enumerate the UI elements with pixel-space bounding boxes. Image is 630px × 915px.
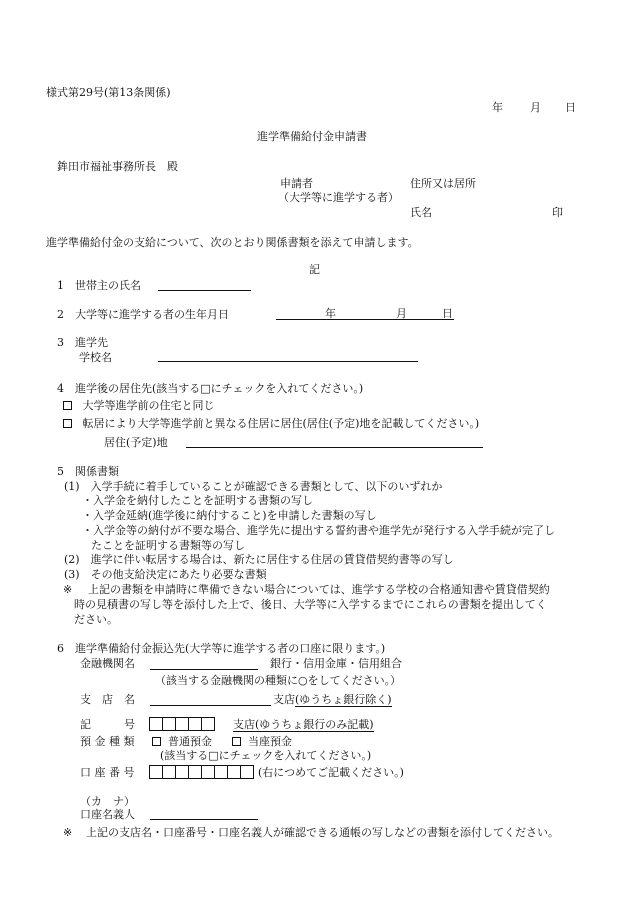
same-residence-option[interactable]: 大学等進学前の住宅と同じ [63, 399, 215, 412]
docs-note-3: ださい。 [74, 613, 118, 626]
kigou-note: 支店(ゆうちょ銀行のみ記載) [233, 718, 374, 731]
number-note: (右につめてご記載ください。) [258, 766, 404, 779]
item6-label: 6 進学準備給付金振込先(大学等に進学する者の口座に限ります。) [57, 642, 386, 655]
docs-note-2: 時の見積書の写し等を添付した上で、後日、大学等に入学するまでにこれらの書類を提出してく [74, 598, 547, 611]
checkbox[interactable] [63, 419, 72, 428]
applicant-label: 申請者 [280, 177, 313, 190]
date-year: 年 [492, 101, 503, 114]
final-note-mark: ※ [63, 826, 73, 839]
holder-label: 口座名義人 [80, 808, 135, 821]
date-month: 月 [530, 101, 541, 114]
type-note: (該当する□にチェックを入れてください。) [160, 749, 372, 762]
applicant-sublabel: （大学等に進学する者） [278, 191, 399, 204]
type-label: 預 金 種 類 [80, 735, 135, 748]
kigou-label: 記 号 [80, 718, 135, 731]
docs-1-bullet-2: ・入学金延納(進学後に納付すること)を申請した書類の写し [82, 509, 377, 522]
addressee: 鉾田市福祉事務所長 殿 [57, 160, 178, 173]
touza-option[interactable]: 当座預金 [232, 735, 292, 748]
docs-note-1: 上記の書類を申請時に準備できない場合については、進学する学校の合格通知書や賃貸借契約 [88, 583, 550, 596]
school-name-line[interactable] [158, 361, 418, 362]
bank-note: （該当する金融機関の種類に○をしてください。） [155, 674, 402, 687]
kana-label: （カ ナ） [80, 795, 135, 808]
ki-heading: 記 [309, 263, 320, 276]
branch-label: 支 店 名 [80, 693, 135, 706]
birth-year: 年 [325, 307, 336, 320]
item2-label: 2 大学等に進学する者の生年月日 [57, 308, 229, 321]
birth-day: 日 [442, 307, 453, 320]
item4-label: 4 進学後の居住先(該当する□にチェックを入れてください。) [57, 382, 364, 395]
form-number: 様式第29号(第13条関係) [46, 86, 171, 99]
householder-name-line[interactable] [158, 290, 251, 291]
docs-note-mark: ※ [63, 583, 73, 596]
checkbox[interactable] [152, 737, 161, 746]
docs-1-bullet-3: ・入学金等の納付が不要な場合、進学先に提出する誓約書や進学先が発行する入学手続が完了し [82, 524, 555, 537]
seal-mark: 印 [552, 206, 563, 219]
date-day: 日 [565, 101, 576, 114]
name-label: 氏名 [410, 206, 432, 219]
branch-suffix: 支店(ゆうちょ銀行除く) [273, 693, 392, 706]
item5-label: 5 関係書類 [57, 465, 119, 478]
bank-types: 銀行・信用金庫・信用組合 [270, 657, 402, 670]
holder-line[interactable] [150, 819, 258, 820]
new-residence-option[interactable]: 転居により大学等進学前と異なる住居に居住(居住(予定)地を記載してください。) [63, 417, 479, 430]
page-title: 進学準備給付金申請書 [257, 130, 367, 143]
residence-line[interactable] [186, 447, 483, 448]
residence-label: 居住(予定)地 [104, 436, 168, 449]
branch-line[interactable] [150, 705, 271, 706]
intro-text: 進学準備給付金の支給について、次のとおり関係書類を添えて申請します。 [46, 236, 419, 249]
number-boxes[interactable] [150, 765, 254, 780]
item1-label: 1 世帯主の氏名 [57, 279, 141, 292]
number-label: 口 座 番 号 [80, 766, 135, 779]
school-label: 学校名 [79, 351, 112, 364]
bank-name-line[interactable] [150, 669, 258, 670]
docs-1-bullet-3-cont: たことを証明する書類等の写し [91, 539, 245, 552]
kigou-boxes[interactable] [150, 717, 215, 732]
item3-label: 3 進学先 [57, 336, 108, 349]
futsu-option[interactable]: 普通預金 [152, 735, 212, 748]
docs-1-bullet-1: ・入学金を納付したことを証明する書類の写し [82, 494, 313, 507]
birthdate-line[interactable] [276, 319, 454, 320]
bank-label: 金融機関名 [80, 657, 135, 670]
docs-1: (1) 入学手続に着手していることが確認できる書類として、以下のいずれか [64, 480, 443, 493]
docs-3: (3) その他支給決定にあたり必要な書類 [64, 568, 267, 581]
checkbox[interactable] [63, 401, 72, 410]
docs-2: (2) 進学に伴い転居する場合は、新たに居住する住居の賃貸借契約書等の写し [64, 553, 454, 566]
checkbox[interactable] [232, 737, 241, 746]
address-label: 住所又は居所 [410, 177, 476, 190]
birth-month: 月 [396, 307, 407, 320]
final-note: 上記の支店名・口座番号・口座名義人が確認できる通帳の写しなどの書類を添付してください。 [86, 826, 559, 839]
